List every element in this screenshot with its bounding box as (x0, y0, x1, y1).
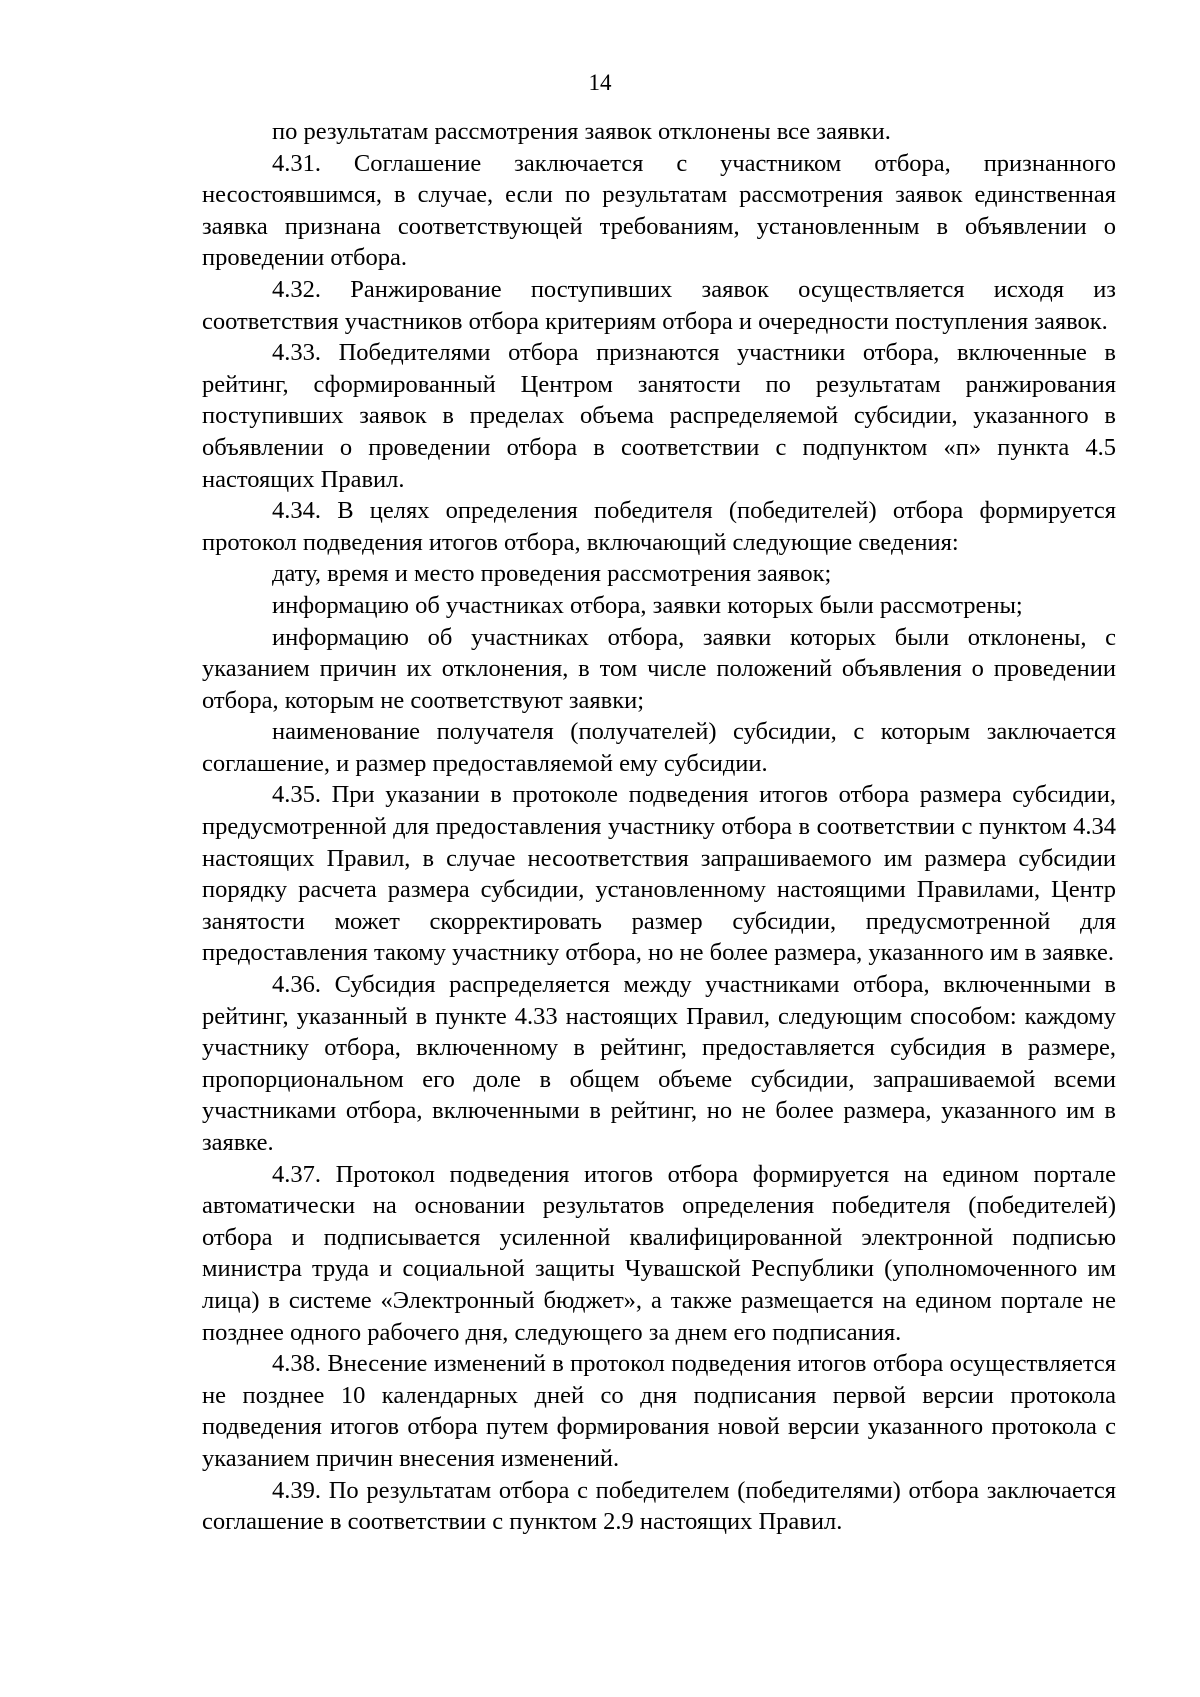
paragraph-4-31: 4.31. Соглашение заключается с участником отбора, признанного несостоявшимся, в случае, если по результатам рассмотрения заявок единственная заявка признана соответствующей требованиям, установленным в объявлении о проведении отбора. (202, 149, 1116, 272)
paragraph-4-32: 4.32. Ранжирование поступивших заявок осуществляется исходя из соответствия участников отбора критериям отбора и очередности поступления заявок. (202, 275, 1116, 335)
paragraph-4-34-item-considered: информацию об участниках отбора, заявки которых были рассмотрены; (272, 591, 1023, 619)
page-number: 14 (588, 70, 612, 95)
paragraph-4-36: 4.36. Субсидия распределяется между участниками отбора, включенными в рейтинг, указанный в пункте 4.33 настоящих Правил, следующим способом: каждому участнику отбора, включенному в рейтинг, предоставляется субсидия в размере, пропорциональном его доле в общем объеме субсидии, запрашиваемой всеми участниками отбора, включенными в рейтинг, но не более размера, указанного им в заявке. (202, 971, 1116, 1156)
paragraph-4-37: 4.37. Протокол подведения итогов отбора формируется на едином портале автоматически на основании результатов определения победителя (победителей) отбора и подписывается усиленной квалифицированной электронной подписью министра труда и социальной защиты Чувашской Республики (уполномоченного им лица) в системе «Электронный бюджет», а также размещается на едином портале не позднее одного рабочего дня, следующего за днем его подписания. (202, 1160, 1116, 1346)
document-body (202, 116, 1116, 1538)
paragraph-4-34: 4.34. В целях определения победителя (победителей) отбора формируется протокол подведения итогов отбора, включающий следующие сведения: (202, 497, 1116, 556)
paragraph-4-35: 4.35. При указании в протоколе подведения итогов отбора размера субсидии, предусмотренной для предоставления участнику отбора в соответствии с пунктом 4.34 настоящих Правил, в случае несоответствия запрашиваемого им размера субсидии порядку расчета размера субсидии, установленному настоящими Правилами, Центр занятости может скорректировать размер субсидии, предусмотренной для предоставления такому участнику отбора, но не более размера, указанного им в заявке. (202, 781, 1116, 967)
paragraph-continuation: по результатам рассмотрения заявок отклонены все заявки. (272, 118, 891, 145)
paragraph-4-34-item-date: дату, время и место проведения рассмотрения заявок; (272, 560, 832, 588)
paragraph-4-34-item-recipient: наименование получателя (получателей) субсидии, с которым заключается соглашение, и размер предоставляемой ему субсидии. (202, 718, 1116, 777)
paragraph-4-33: 4.33. Победителями отбора признаются участники отбора, включенные в рейтинг, сформированный Центром занятости по результатам ранжирования поступивших заявок в пределах объема распределяемой субсидии, указанного в объявлении о проведении отбора в соответствии с подпунктом «п» пункта 4.5 настоящих Правил. (202, 339, 1116, 493)
paragraph-4-38: 4.38. Внесение изменений в протокол подведения итогов отбора осуществляется не позднее 10 календарных дней со дня подписания первой версии протокола подведения итогов отбора путем формирования новой версии указанного протокола с указанием причин внесения изменений. (202, 1350, 1116, 1472)
paragraph-4-34-item-rejected: информацию об участниках отбора, заявки которых были отклонены, с указанием причин их отклонения, в том числе положений объявления о проведении отбора, которым не соответствуют заявки; (202, 623, 1116, 714)
paragraph-4-39: 4.39. По результатам отбора с победителем (победителями) отбора заключается соглашение в соответствии с пунктом 2.9 настоящих Правил. (202, 1476, 1116, 1536)
